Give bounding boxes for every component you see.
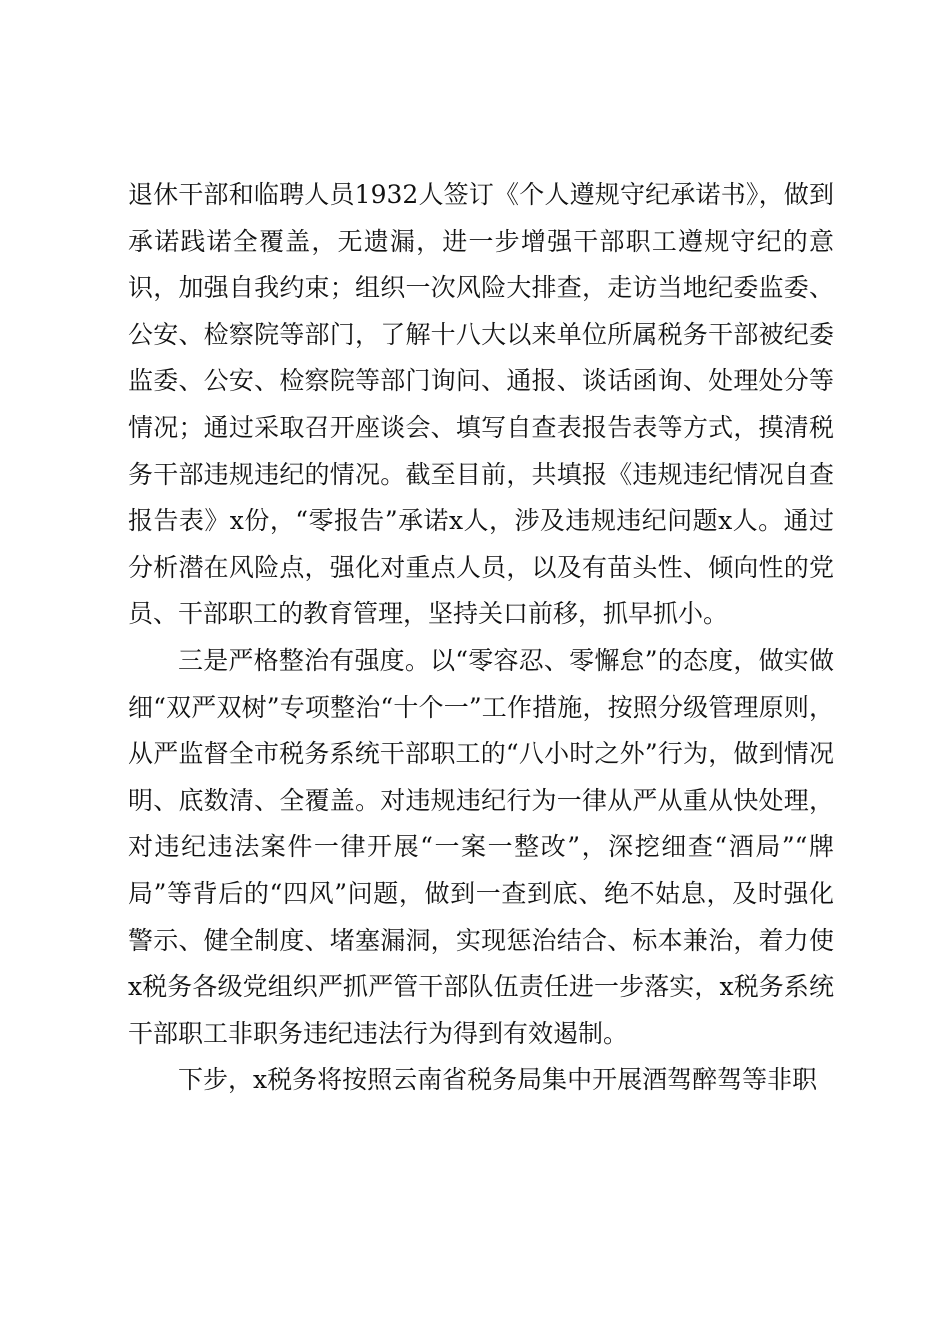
document-body — [128, 172, 834, 1104]
paragraph-continuation: 退休干部和临聘人员1932人签订《个人遵规守纪承诺书》，做到承诺践诺全覆盖，无遗漏，进一步增强干部职工遵规守纪的意识，加强自我约束；组织一次风险大排查，走访当地纪委监委、公安、检察院等部门，了解十八大以来单位所属税务干部被纪委监委、公安、检察院等部门询问、通报、谈话函询、处理处分等情况；通过采取召开座谈会、填写自查表报告表等方式，摸清税务干部违规违纪的情况。截至目前，共填报《违规违纪情况自查报告表》x份，“零报告”承诺x人，涉及违规违纪问题x人。通过分析潜在风险点，强化对重点人员，以及有苗头性、倾向性的党员、干部职工的教育管理，坚持关口前移，抓早抓小。 — [128, 180, 834, 629]
paragraph-next-steps: 下步，x税务将按照云南省税务局集中开展酒驾醉驾等非职 — [178, 1065, 818, 1095]
paragraph-strict-rectification: 三是严格整治有强度。以“零容忍、零懈怠”的态度，做实做细“双严双树”专项整治“十个一”工作措施，按照分级管理原则，从严监督全市税务系统干部职工的“八小时之外”行为，做到情况明、底数清、全覆盖。对违规违纪行为一律从严从重从快处理，对违纪违法案件一律开展“一案一整改”，深挖细查“酒局”“牌局”等背后的“四风”问题，做到一查到底、绝不姑息，及时强化警示、健全制度、堵塞漏洞，实现惩治结合、标本兼治，着力使x税务各级党组织严抓严管干部队伍责任进一步落实，x税务系统干部职工非职务违纪违法行为得到有效遏制。 — [128, 645, 834, 1048]
